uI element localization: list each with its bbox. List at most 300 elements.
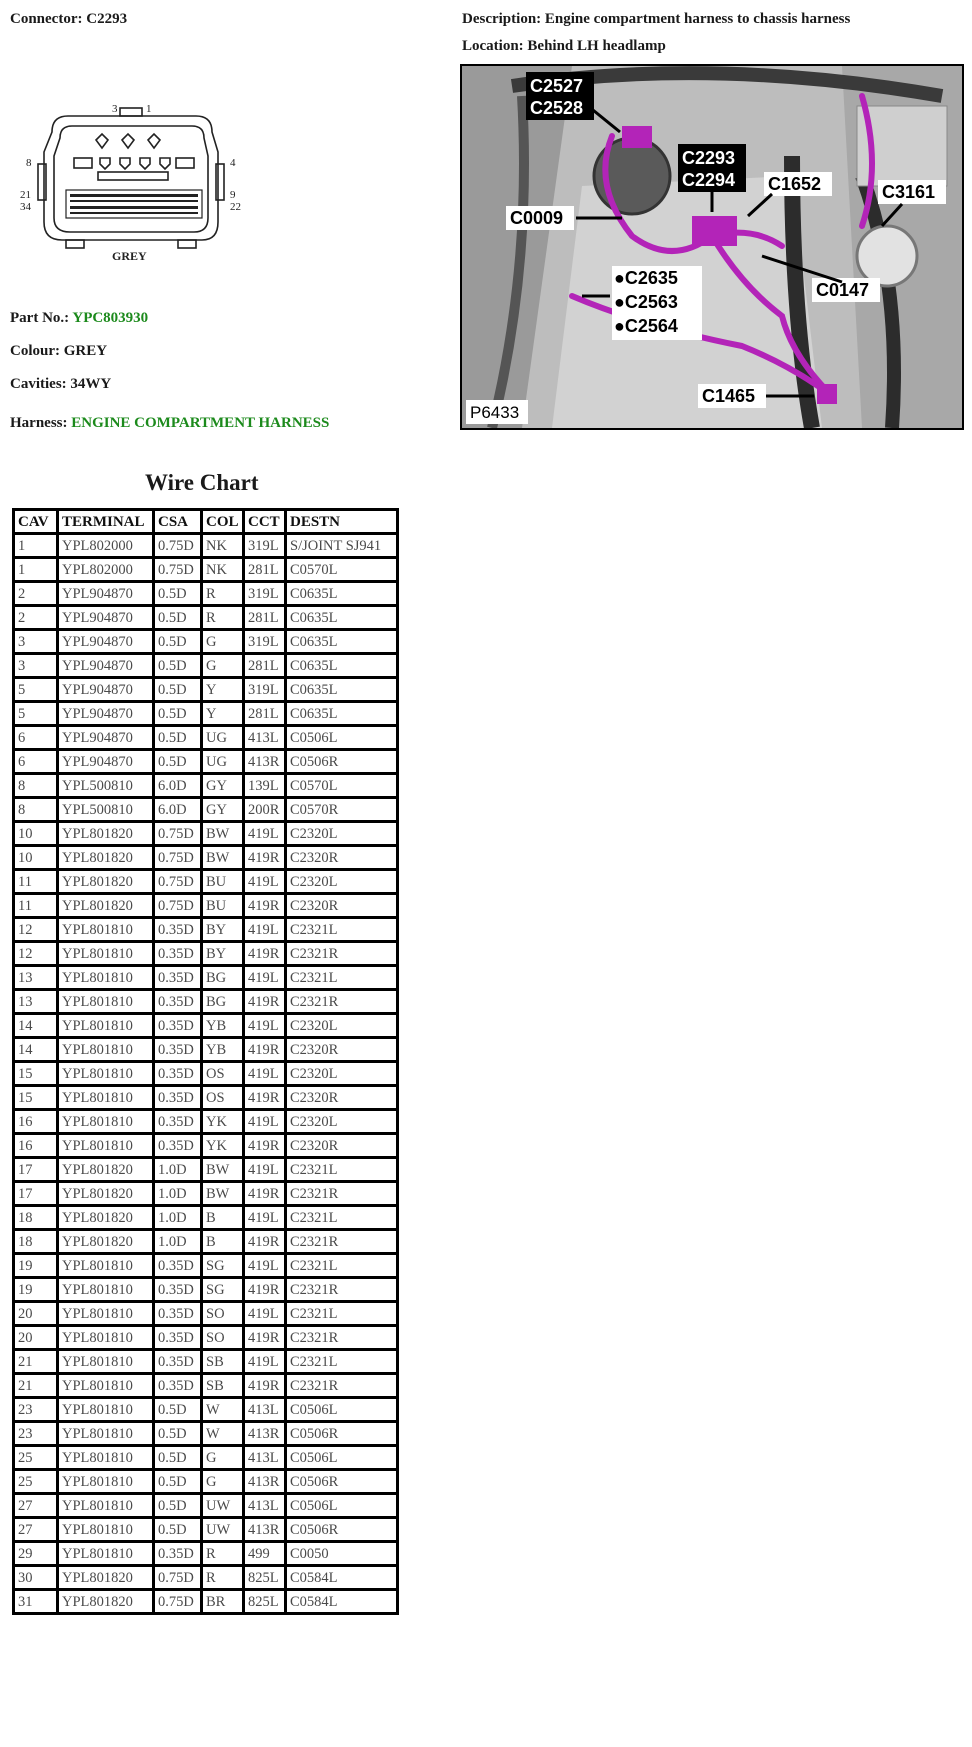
cell-csa: 0.35D <box>154 1014 202 1038</box>
callout-c2564: C2564 <box>624 316 678 336</box>
cell-col: BW <box>202 1182 244 1206</box>
cell-col: BG <box>202 966 244 990</box>
cell-cav: 18 <box>14 1206 58 1230</box>
cell-cav: 11 <box>14 894 58 918</box>
cell-csa: 0.5D <box>154 1422 202 1446</box>
cell-csa: 0.5D <box>154 1398 202 1422</box>
cell-csa: 0.5D <box>154 1446 202 1470</box>
cell-csa: 0.35D <box>154 918 202 942</box>
cell-cav: 13 <box>14 966 58 990</box>
cell-destn: C2321L <box>286 1302 398 1326</box>
table-row <box>14 1518 398 1542</box>
cell-cct: 413L <box>244 726 286 750</box>
cell-destn: C2321L <box>286 1350 398 1374</box>
pin-label-34: 34 <box>20 201 31 213</box>
cell-destn: C0506R <box>286 750 398 774</box>
table-row <box>14 750 398 774</box>
cell-destn: C2321R <box>286 1326 398 1350</box>
cell-destn: C0584L <box>286 1590 398 1614</box>
cell-destn: C0050 <box>286 1542 398 1566</box>
cell-destn: C0506L <box>286 726 398 750</box>
cell-col: SO <box>202 1326 244 1350</box>
cell-destn: C2320L <box>286 1110 398 1134</box>
cell-terminal: YPL801820 <box>58 1590 154 1614</box>
cell-cav: 29 <box>14 1542 58 1566</box>
cell-destn: C2320R <box>286 1086 398 1110</box>
cell-csa: 0.5D <box>154 678 202 702</box>
callout-c1652: C1652 <box>768 174 822 194</box>
table-row <box>14 1542 398 1566</box>
cell-col: NK <box>202 534 244 558</box>
cell-cct: 419R <box>244 1374 286 1398</box>
cell-col: R <box>202 1566 244 1590</box>
cell-cct: 419R <box>244 990 286 1014</box>
cell-terminal: YPL801820 <box>58 1230 154 1254</box>
cell-cav: 3 <box>14 630 58 654</box>
cell-col: BG <box>202 990 244 1014</box>
cell-terminal: YPL801810 <box>58 1350 154 1374</box>
col-header-destn: DESTN <box>286 510 398 534</box>
cell-cct: 419R <box>244 1134 286 1158</box>
cell-cct: 499 <box>244 1542 286 1566</box>
cell-terminal: YPL801810 <box>58 918 154 942</box>
table-row <box>14 1470 398 1494</box>
wire-chart-table <box>12 508 399 1615</box>
table-row <box>14 1422 398 1446</box>
cell-cav: 8 <box>14 774 58 798</box>
cell-cct: 419R <box>244 1230 286 1254</box>
callout-c0147: C0147 <box>816 280 870 300</box>
description-heading <box>462 11 850 28</box>
cell-cav: 3 <box>14 654 58 678</box>
location-label: Location: <box>462 38 524 54</box>
cell-cct: 319L <box>244 678 286 702</box>
cell-cav: 18 <box>14 1230 58 1254</box>
table-row <box>14 1446 398 1470</box>
table-row <box>14 774 398 798</box>
cell-col: BU <box>202 894 244 918</box>
cell-csa: 0.5D <box>154 1494 202 1518</box>
cell-destn: C0635L <box>286 606 398 630</box>
cell-destn: C0506L <box>286 1398 398 1422</box>
callout-c2294: C2294 <box>682 170 736 190</box>
part-no-value: YPC803930 <box>72 310 149 326</box>
table-row <box>14 1158 398 1182</box>
cell-cct: 419L <box>244 1062 286 1086</box>
cell-destn: C0506R <box>286 1422 398 1446</box>
callout-c2293: C2293 <box>682 148 736 168</box>
cell-cav: 10 <box>14 822 58 846</box>
cell-terminal: YPL801820 <box>58 1182 154 1206</box>
cell-terminal: YPL801820 <box>58 1206 154 1230</box>
col-header-col: COL <box>202 510 244 534</box>
cell-csa: 0.5D <box>154 1470 202 1494</box>
cell-destn: C2321R <box>286 1230 398 1254</box>
cell-cav: 20 <box>14 1302 58 1326</box>
cell-csa: 0.75D <box>154 558 202 582</box>
cell-cct: 419R <box>244 1182 286 1206</box>
cell-terminal: YPL801810 <box>58 1542 154 1566</box>
svg-text:●C2635: ●C2635 <box>614 268 678 288</box>
table-row <box>14 1038 398 1062</box>
cell-destn: C2321L <box>286 1206 398 1230</box>
cell-csa: 1.0D <box>154 1158 202 1182</box>
cell-cav: 6 <box>14 750 58 774</box>
table-row <box>14 1134 398 1158</box>
cell-cct: 281L <box>244 606 286 630</box>
cell-col: R <box>202 582 244 606</box>
cell-terminal: YPL801810 <box>58 1494 154 1518</box>
cell-cav: 31 <box>14 1590 58 1614</box>
cell-cct: 419L <box>244 918 286 942</box>
cell-destn: C2320L <box>286 1014 398 1038</box>
cell-cct: 419R <box>244 894 286 918</box>
table-row <box>14 702 398 726</box>
cell-cav: 15 <box>14 1086 58 1110</box>
cell-destn: C2321R <box>286 942 398 966</box>
cell-cav: 5 <box>14 678 58 702</box>
cell-csa: 0.35D <box>154 1350 202 1374</box>
cell-destn: C2320L <box>286 870 398 894</box>
cell-destn: C2320R <box>286 846 398 870</box>
cell-cct: 319L <box>244 534 286 558</box>
cell-csa: 0.75D <box>154 846 202 870</box>
cell-cct: 413L <box>244 1398 286 1422</box>
cell-terminal: YPL904870 <box>58 630 154 654</box>
cell-csa: 0.5D <box>154 726 202 750</box>
cell-col: YB <box>202 1014 244 1038</box>
cell-terminal: YPL801810 <box>58 1398 154 1422</box>
pin-label-3: 3 <box>112 103 118 115</box>
cell-cct: 139L <box>244 774 286 798</box>
cell-col: GY <box>202 798 244 822</box>
cell-cav: 16 <box>14 1110 58 1134</box>
table-row <box>14 1014 398 1038</box>
cell-destn: C0635L <box>286 654 398 678</box>
cavities-line <box>10 376 111 393</box>
wire-chart-header-row <box>14 510 398 534</box>
table-row <box>14 1110 398 1134</box>
table-row <box>14 534 398 558</box>
cell-col: OS <box>202 1062 244 1086</box>
cell-terminal: YPL904870 <box>58 678 154 702</box>
cell-destn: C2321L <box>286 918 398 942</box>
location-heading <box>462 38 666 55</box>
wire-chart-title: Wire Chart <box>145 470 259 495</box>
pin-label-4: 4 <box>230 157 236 169</box>
cell-col: YK <box>202 1134 244 1158</box>
engine-bay-illustration <box>462 66 962 428</box>
cell-cav: 8 <box>14 798 58 822</box>
cell-destn: C0506L <box>286 1494 398 1518</box>
cell-cav: 19 <box>14 1254 58 1278</box>
cell-destn: C2321R <box>286 1182 398 1206</box>
cell-col: R <box>202 606 244 630</box>
connector-label: Connector: <box>10 11 83 27</box>
table-row <box>14 1182 398 1206</box>
cell-cav: 21 <box>14 1350 58 1374</box>
table-row <box>14 1278 398 1302</box>
table-row <box>14 1566 398 1590</box>
cell-cct: 419L <box>244 822 286 846</box>
cell-terminal: YPL801810 <box>58 1038 154 1062</box>
svg-text:●C2564: ●C2564 <box>614 316 678 336</box>
cell-col: GY <box>202 774 244 798</box>
pin-label-21: 21 <box>20 189 31 201</box>
location-image <box>460 64 964 430</box>
cell-cct: 419R <box>244 1086 286 1110</box>
cell-csa: 0.75D <box>154 1590 202 1614</box>
cell-destn: C0570R <box>286 798 398 822</box>
cell-terminal: YPL801810 <box>58 942 154 966</box>
cell-cct: 413R <box>244 750 286 774</box>
cell-cct: 419L <box>244 1254 286 1278</box>
cell-destn: C2321L <box>286 1158 398 1182</box>
svg-text:●C2563: ●C2563 <box>614 292 678 312</box>
cell-csa: 1.0D <box>154 1206 202 1230</box>
connector-face-diagram <box>12 102 252 262</box>
cell-cav: 27 <box>14 1494 58 1518</box>
cell-csa: 0.75D <box>154 870 202 894</box>
cell-cct: 419R <box>244 1038 286 1062</box>
cell-csa: 0.35D <box>154 1542 202 1566</box>
cell-cav: 14 <box>14 1014 58 1038</box>
cell-col: SB <box>202 1350 244 1374</box>
cell-col: SB <box>202 1374 244 1398</box>
cavities-value: 34WY <box>70 376 112 392</box>
cell-terminal: YPL500810 <box>58 774 154 798</box>
cell-col: BW <box>202 846 244 870</box>
cell-destn: C0506L <box>286 1446 398 1470</box>
cell-cav: 12 <box>14 918 58 942</box>
table-row <box>14 654 398 678</box>
cell-cav: 27 <box>14 1518 58 1542</box>
cell-cav: 25 <box>14 1446 58 1470</box>
cell-csa: 0.35D <box>154 1278 202 1302</box>
cell-cav: 23 <box>14 1398 58 1422</box>
cell-col: B <box>202 1206 244 1230</box>
cell-cav: 23 <box>14 1422 58 1446</box>
cell-cav: 1 <box>14 558 58 582</box>
cell-cct: 319L <box>244 582 286 606</box>
cell-destn: C0506R <box>286 1518 398 1542</box>
cell-csa: 0.35D <box>154 1254 202 1278</box>
table-row <box>14 1062 398 1086</box>
cell-terminal: YPL801810 <box>58 1134 154 1158</box>
table-row <box>14 1590 398 1614</box>
cell-destn: C0570L <box>286 774 398 798</box>
cell-cav: 17 <box>14 1158 58 1182</box>
cell-cct: 419L <box>244 966 286 990</box>
cell-terminal: YPL801810 <box>58 1086 154 1110</box>
cell-col: BW <box>202 1158 244 1182</box>
cell-col: BW <box>202 822 244 846</box>
cell-cct: 419R <box>244 942 286 966</box>
cell-terminal: YPL904870 <box>58 606 154 630</box>
cell-csa: 0.5D <box>154 606 202 630</box>
cell-col: BY <box>202 918 244 942</box>
table-row <box>14 966 398 990</box>
cell-cct: 825L <box>244 1566 286 1590</box>
cell-terminal: YPL801810 <box>58 1014 154 1038</box>
table-row <box>14 942 398 966</box>
cell-destn: C0635L <box>286 702 398 726</box>
cell-terminal: YPL801810 <box>58 1446 154 1470</box>
cell-csa: 0.35D <box>154 1062 202 1086</box>
connector-colour-label: GREY <box>112 249 147 262</box>
cell-terminal: YPL904870 <box>58 750 154 774</box>
connector-id: C2293 <box>86 11 128 27</box>
cell-terminal: YPL904870 <box>58 654 154 678</box>
cell-cav: 10 <box>14 846 58 870</box>
connector-heading <box>10 11 127 28</box>
callout-c1465: C1465 <box>702 386 756 406</box>
cell-terminal: YPL904870 <box>58 726 154 750</box>
cell-destn: C2321L <box>286 966 398 990</box>
part-no-line <box>10 310 148 327</box>
cell-csa: 0.35D <box>154 1038 202 1062</box>
cell-col: UW <box>202 1518 244 1542</box>
cell-terminal: YPL801820 <box>58 1158 154 1182</box>
cell-csa: 0.75D <box>154 534 202 558</box>
cell-cav: 21 <box>14 1374 58 1398</box>
cell-terminal: YPL801810 <box>58 1302 154 1326</box>
table-row <box>14 1374 398 1398</box>
cell-csa: 0.75D <box>154 894 202 918</box>
cell-destn: C2320R <box>286 1134 398 1158</box>
table-row <box>14 582 398 606</box>
cell-cct: 281L <box>244 702 286 726</box>
location-text: Behind LH headlamp <box>527 38 666 54</box>
colour-value: GREY <box>63 343 108 359</box>
cell-csa: 0.35D <box>154 1134 202 1158</box>
cell-cct: 319L <box>244 630 286 654</box>
table-row <box>14 1086 398 1110</box>
cell-csa: 0.35D <box>154 1326 202 1350</box>
cell-col: NK <box>202 558 244 582</box>
image-id: P6433 <box>470 403 520 422</box>
cell-col: UW <box>202 1494 244 1518</box>
cell-cct: 413L <box>244 1446 286 1470</box>
table-row <box>14 558 398 582</box>
cell-col: BU <box>202 870 244 894</box>
cell-col: G <box>202 654 244 678</box>
cell-cav: 12 <box>14 942 58 966</box>
cell-terminal: YPL801820 <box>58 894 154 918</box>
cell-destn: C2321L <box>286 1254 398 1278</box>
cell-csa: 0.5D <box>154 750 202 774</box>
cell-destn: C2321R <box>286 1278 398 1302</box>
col-header-terminal: TERMINAL <box>58 510 154 534</box>
cell-cav: 11 <box>14 870 58 894</box>
description-text: Engine compartment harness to chassis harness <box>544 11 851 27</box>
cell-cct: 419L <box>244 1206 286 1230</box>
callout-c3161: C3161 <box>882 182 936 202</box>
cell-csa: 6.0D <box>154 798 202 822</box>
cell-cav: 5 <box>14 702 58 726</box>
cell-csa: 1.0D <box>154 1230 202 1254</box>
cell-terminal: YPL801810 <box>58 1374 154 1398</box>
cell-cct: 281L <box>244 558 286 582</box>
cell-csa: 0.35D <box>154 1302 202 1326</box>
cell-csa: 1.0D <box>154 1182 202 1206</box>
cell-terminal: YPL801810 <box>58 1470 154 1494</box>
cell-col: YB <box>202 1038 244 1062</box>
callout-c2563: C2563 <box>624 292 678 312</box>
cell-cav: 19 <box>14 1278 58 1302</box>
cell-csa: 0.35D <box>154 1110 202 1134</box>
callout-c2528: C2528 <box>530 98 584 118</box>
cell-destn: C2320R <box>286 1038 398 1062</box>
cell-col: G <box>202 1470 244 1494</box>
cell-csa: 0.75D <box>154 1566 202 1590</box>
table-row <box>14 630 398 654</box>
cell-terminal: YPL500810 <box>58 798 154 822</box>
cell-destn: C0635L <box>286 678 398 702</box>
cell-csa: 0.75D <box>154 822 202 846</box>
cell-csa: 6.0D <box>154 774 202 798</box>
cell-col: UG <box>202 726 244 750</box>
cell-cct: 413L <box>244 1494 286 1518</box>
cell-cav: 2 <box>14 582 58 606</box>
harness-value: ENGINE COMPARTMENT HARNESS <box>71 415 330 431</box>
harness-label: Harness: <box>10 415 68 431</box>
cell-terminal: YPL801810 <box>58 966 154 990</box>
table-row <box>14 990 398 1014</box>
cell-csa: 0.5D <box>154 582 202 606</box>
table-row <box>14 870 398 894</box>
table-row <box>14 1350 398 1374</box>
table-row <box>14 726 398 750</box>
cell-col: Y <box>202 678 244 702</box>
cell-cct: 419L <box>244 1350 286 1374</box>
callout-c2527: C2527 <box>530 76 584 96</box>
cell-terminal: YPL801810 <box>58 990 154 1014</box>
cell-terminal: YPL801810 <box>58 1326 154 1350</box>
cell-cav: 16 <box>14 1134 58 1158</box>
cell-cct: 825L <box>244 1590 286 1614</box>
pin-label-8: 8 <box>26 157 32 169</box>
col-header-cct: CCT <box>244 510 286 534</box>
cell-col: B <box>202 1230 244 1254</box>
cell-col: G <box>202 630 244 654</box>
cell-cav: 2 <box>14 606 58 630</box>
cell-cct: 413R <box>244 1422 286 1446</box>
colour-line <box>10 343 107 360</box>
cell-destn: C2321R <box>286 1374 398 1398</box>
pin-label-1: 1 <box>146 103 152 115</box>
cell-destn: S/JOINT SJ941 <box>286 534 398 558</box>
cell-terminal: YPL904870 <box>58 702 154 726</box>
cell-cav: 30 <box>14 1566 58 1590</box>
table-row <box>14 894 398 918</box>
col-header-cav: CAV <box>14 510 58 534</box>
col-header-csa: CSA <box>154 510 202 534</box>
callout-c2635: C2635 <box>624 268 678 288</box>
cell-col: R <box>202 1542 244 1566</box>
cell-terminal: YPL802000 <box>58 558 154 582</box>
cell-col: W <box>202 1422 244 1446</box>
cell-cav: 14 <box>14 1038 58 1062</box>
cell-cct: 419L <box>244 1110 286 1134</box>
cell-csa: 0.35D <box>154 990 202 1014</box>
wire-chart-body <box>14 534 398 1614</box>
cell-terminal: YPL801820 <box>58 870 154 894</box>
cell-cct: 413R <box>244 1470 286 1494</box>
cell-terminal: YPL801810 <box>58 1518 154 1542</box>
cell-col: BR <box>202 1590 244 1614</box>
cavities-label: Cavities: <box>10 376 67 392</box>
